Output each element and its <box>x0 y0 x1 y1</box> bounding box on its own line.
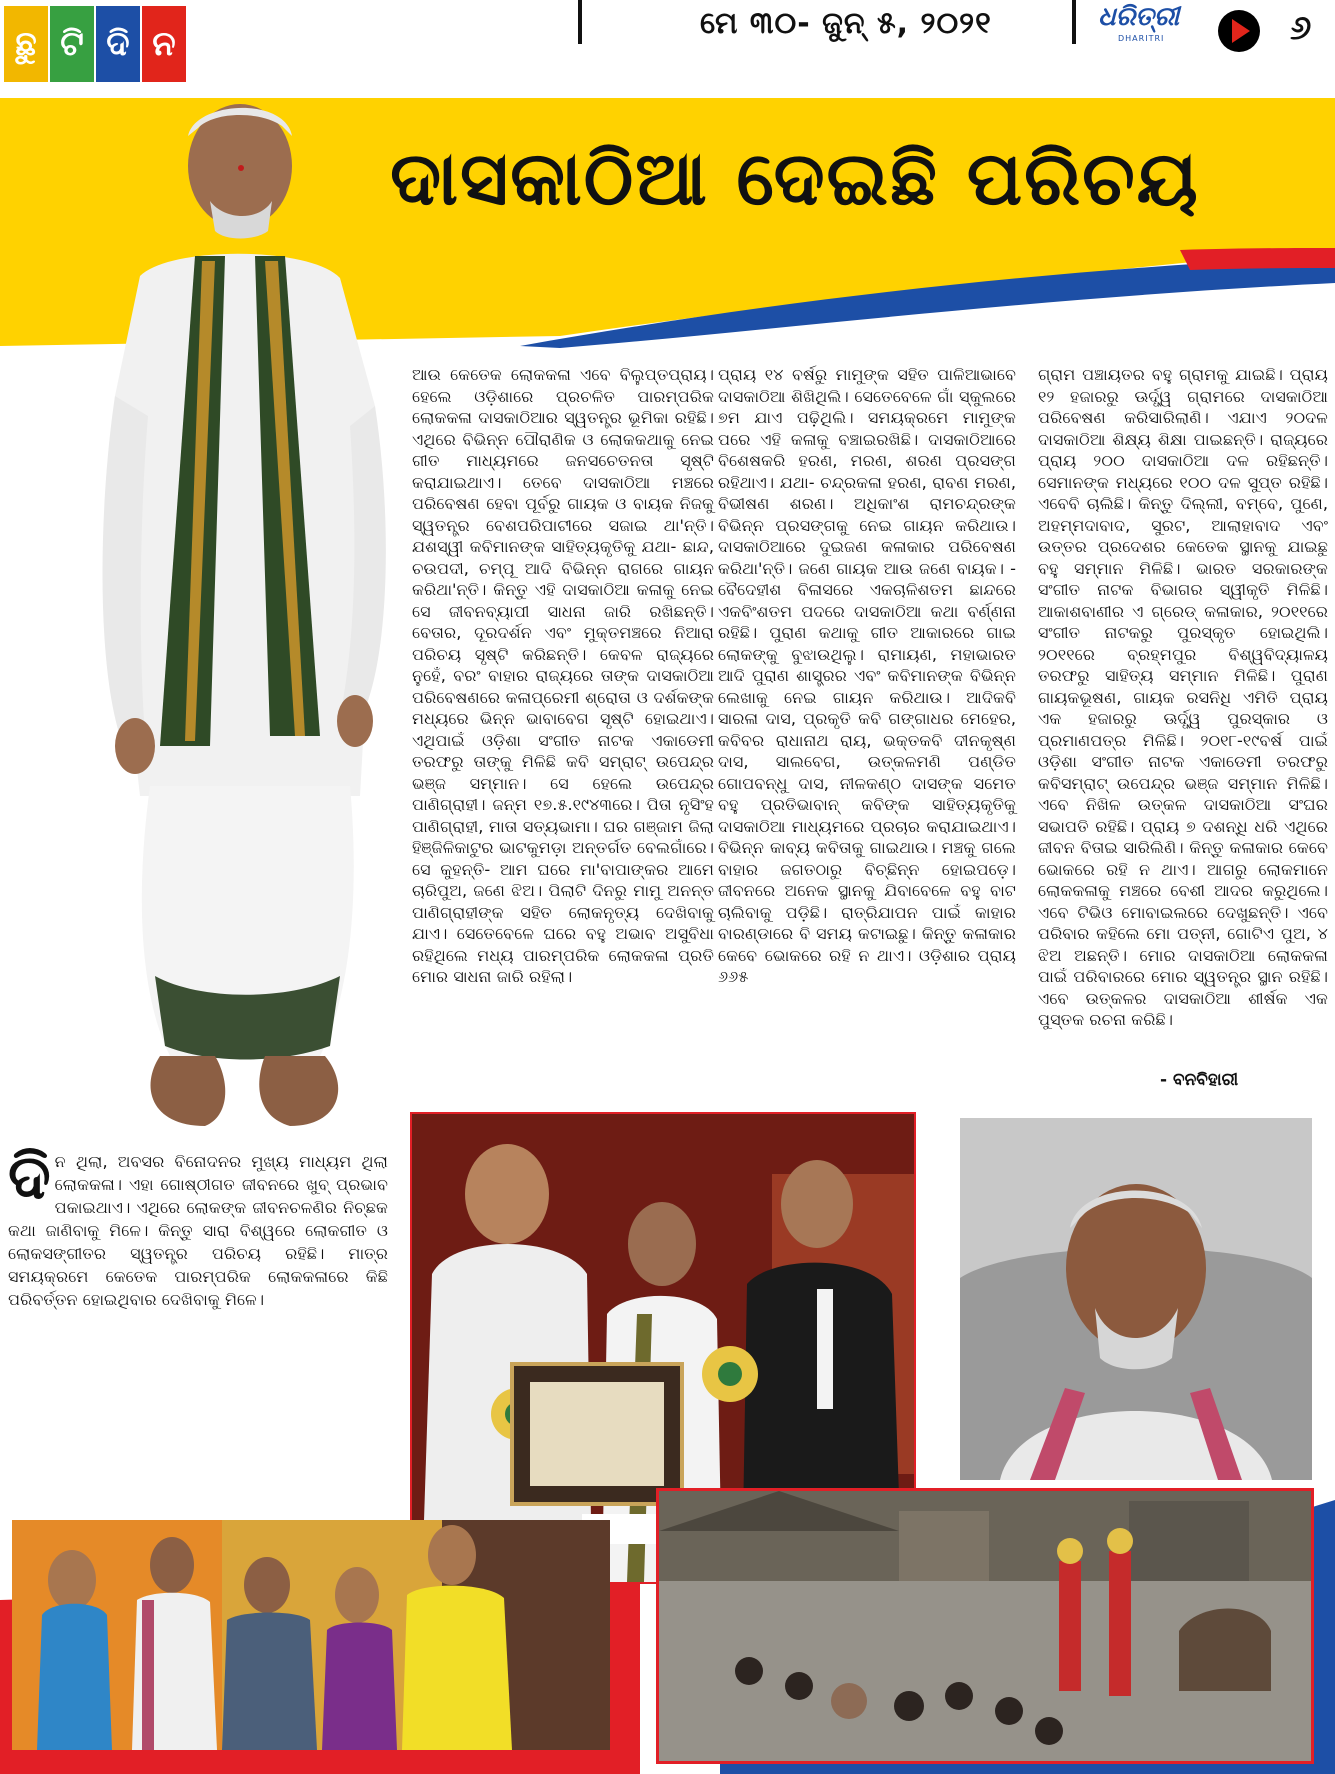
brand-logo: ଧରିତ୍ରୀ <box>1098 2 1180 32</box>
drop-cap: ଦି <box>8 1140 51 1213</box>
section-logo-letter: ନ <box>142 6 186 82</box>
intro-story-text: ନ ଥିଲା, ଅବସର ବିନୋଦନର ମୁଖ୍ୟ ମାଧ୍ୟମ ଥିଲା ଲୋକକଳା। ଏହା ଗୋଷ୍ଠୀଗତ ଜୀବନରେ ଖୁବ୍ ପ୍ରଭାବ ପକାଇଥାଏ। ଏଥିରେ ଲୋକଙ୍କ ଜୀବନଚଳଣିର ନିଚ୍ଛକ କଥା ଜାଣିବାକୁ ମିଳେ। କିନ୍ତୁ ସାରା ବିଶ୍ୱରେ ଲୋକଗୀତ ଓ ଲୋକସଙ୍ଗୀତର ସ୍ୱତନ୍ତ୍ର ପରିଚୟ ରହିଛି। ମାତ୍ର ସମୟକ୍ରମେ କେତେକ ପାରମ୍ପରିକ ଲୋକକଳାରେ କିଛି ପରିବର୍ତ୍ତନ ହୋଇଥିବାର ଦେଖିବାକୁ ମିଳେ। <box>8 1152 388 1309</box>
article-column: ଆଉ କେତେକ ଲୋକକଳା ଏବେ ବିଲୁପ୍ତପ୍ରାୟ। ହେଲେ ଓଡ଼ିଶାରେ ପ୍ରଚଳିତ ପାରମ୍ପରିକ ଲୋକକଳା ଦାସକାଠିଆର ସ୍ୱତନ୍ତ୍ର ଭୂମିକା ରହିଛି। ଏଥିରେ ବିଭିନ୍ନ ପୌରାଣିକ ଓ ଲୋକକଥାକୁ ନେଇ ଗୀତ ମାଧ୍ୟମରେ ଜନସଚେତନତା ସୃଷ୍ଟି କରାଯାଇଥାଏ। ତେବେ ଦାସକାଠିଆ ମଞ୍ଚରେ ପରିବେଷଣ ହେବା ପୂର୍ବରୁ ଗାୟକ ଓ ବାୟକ ନିଜକୁ ସ୍ୱତନ୍ତ୍ର ବେଶପରିପାଟୀରେ ସଜାଇ ଥା'ନ୍ତି। ଯଶସ୍ୱୀ କବିମାନଙ୍କ ସାହିତ୍ୟକୃତିକୁ ଯଥା- ଛାନ୍ଦ, ଚଉପଦୀ, ଚମ୍ପୂ ଆଦି ବିଭିନ୍ନ ରାଗରେ ଗାୟନ କରିଥା'ନ୍ତି। କିନ୍ତୁ ଏହି ଦାସକାଠିଆ କଳାକୁ ନେଇ ସେ ଜୀବନବ୍ୟାପୀ ସାଧନା ଜାରି ରଖିଛନ୍ତି। ବେତାର, ଦୂରଦର୍ଶନ ଏବଂ ମୁକ୍ତମଞ୍ଚରେ ନିଆରା ପରିଚୟ ସୃଷ୍ଟି କରିଛନ୍ତି। କେବଳ ରାଜ୍ୟରେ ନୁହେଁ, ବରଂ ବାହାର ରାଜ୍ୟରେ ତାଙ୍କ ଦାସକାଠିଆ ପରିବେଷଣରେ କଳାପ୍ରେମୀ ଶ୍ରୋତା ଓ ଦର୍ଶକଙ୍କ ମଧ୍ୟରେ ଭିନ୍ନ ଭାବାବେଗ ସୃଷ୍ଟି ହୋଇଥାଏ। ଏଥିପାଇଁ ଓଡ଼ିଶା ସଂଗୀତ ନାଟକ ଏକାଡେମୀ ତରଫରୁ ତାଙ୍କୁ ମିଳିଛି କବି ସମ୍ରାଟ୍ ଉପେନ୍ଦ୍ର ଭଞ୍ଜ ସମ୍ମାନ। ସେ ହେଲେ ଉପେନ୍ଦ୍ର ପାଣିଗ୍ରାହୀ। ଜନ୍ମ ୧୭.୫.୧୯୪୩ରେ। ପିତା ନୃସିଂହ ପାଣିଗ୍ରାହୀ, ମାତା ସତ୍ୟଭାମା। ଘର ଗଞ୍ଜାମ ଜିଲା ହିଞ୍ଜିଳିକାଟୁର ଭାଟକୁମଡ଼ା ଅନ୍ତର୍ଗତ ବେଲଗାଁରେ। ସେ କୁହନ୍ତି- ଆମ ଘରେ ମା'ବାପାଙ୍କର ଆମେ ଚାରିପୁଅ, ଜଣେ ଝିଅ। ପିଲାଟି ଦିନରୁ ମାମୁ ଅନନ୍ତ ପାଣିଗ୍ରାହୀଙ୍କ ସହିତ ଲୋକନୃତ୍ୟ ଦେଖିବାକୁ ଯାଏ। ସେତେବେଳେ ଘରେ ବହୁ ଅଭାବ ଅସୁବିଧା ରହିଥିଲେ ମଧ୍ୟ ପାରମ୍ପରିକ ଲୋକକଳା ପ୍ରତି ମୋର ସାଧନା ଜାରି ରହିଲା। <box>412 365 714 986</box>
section-logo-letter: ଟି <box>50 6 94 82</box>
brand-logo-sub: DHARITRI <box>1118 34 1165 43</box>
section-logo-letter: ଦି <box>96 6 140 82</box>
play-triangle-icon <box>1232 19 1250 43</box>
intro-story <box>8 1140 388 1311</box>
masthead-divider <box>1072 0 1076 44</box>
portrait-photo <box>20 96 400 1216</box>
elder-closeup-photo <box>960 1118 1312 1480</box>
headline: ଦାସକାଠିଆ ଦେଇଛି ପରିଚୟ <box>390 136 1200 222</box>
masthead-divider <box>578 0 582 44</box>
performance-street-photo <box>656 1488 1314 1764</box>
article-column: ପ୍ରାୟ ୧୪ ବର୍ଷରୁ ମାମୁଙ୍କ ସହିତ ପାଳିଆଭାବେ ଦାସକାଠିଆ ଶିଖିଥିଲି। ସେତେବେଳେ ଗାଁ ସ୍କୁଲରେ ୭ମ ଯାଏ ପଢ଼ିଥିଲି। ସମୟକ୍ରମେ ମାମୁଙ୍କ ପରେ ଏହି କଳାକୁ ବଞ୍ଚାଇରଖିଛି। ଦାସକାଠିଆରେ ବିଶେଷକରି ହରଣ, ମରଣ, ଶରଣ ପ୍ରସଙ୍ଗ ରହିଥାଏ। ଯଥା- ଚନ୍ଦ୍ରକଳା ହରଣ, ରାବଣ ମରଣ, ବିଭୀଷଣ ଶରଣ। ଅଧିକାଂଶ ରାମଚନ୍ଦ୍ରଙ୍କ ବିଭିନ୍ନ ପ୍ରସଙ୍ଗକୁ ନେଇ ଗାୟନ କରିଥାଉ। ଦାସକାଠିଆରେ ଦୁଇଜଣ କଳାକାର ପରିବେଷଣ କରିଥା'ନ୍ତି। ଜଣେ ଗାୟକ ଆଉ ଜଣେ ବାୟକ। - ବୈଦେହୀଶ ବିଳାସରେ ଏକଚାଳିଶତମ ଛାନ୍ଦରେ ଏକବିଂଶତମ ପଦରେ ଦାସକାଠିଆ କଥା ବର୍ଣ୍ଣନା ରହିଛି। ପୁରାଣ କଥାକୁ ଗୀତ ଆକାରରେ ଗାଇ ଲୋକଙ୍କୁ ବୁଝାଉଥିଲୁ। ରାମାୟଣ, ମହାଭାରତ ଆଦି ପୁରାଣ ଶାସ୍ତ୍ରର ଏବଂ କବିମାନଙ୍କ ବିଭିନ୍ନ ଲେଖାକୁ ନେଇ ଗାୟନ କରିଥାଉ। ଆଦିକବି ସାରଳା ଦାସ, ପ୍ରକୃତି କବି ଗଙ୍ଗାଧର ମେହେର, କବିବର ରାଧାନାଥ ରାୟ, ଭକ୍ତକବି ଦୀନକୃଷ୍ଣ ଦାସ, ସାଲବେଗ, ଉତ୍କଳମଣି ପଣ୍ଡିତ ଗୋପବନ୍ଧୁ ଦାସ, ନୀଳକଣ୍ଠ ଦାସଙ୍କ ସମେତ ବହୁ ପ୍ରତିଭାବାନ୍ କବିଙ୍କ ସାହିତ୍ୟକୃତିକୁ ଦାସକାଠିଆ ମାଧ୍ୟମରେ ପ୍ରଚାର କରାଯାଇଥାଏ। ବିଭିନ୍ନ କାବ୍ୟ କବିତାକୁ ଗାଇଥାଉ। ମଞ୍ଚକୁ ଗଲେ ବାହାର ଜଗତଠାରୁ ବିଚ୍ଛିନ୍ନ ହୋଇପଡ଼େ। ଜୀବନରେ ଅନେକ ସ୍ଥାନକୁ ଯିବାବେଳେ ବହୁ ବାଟ ଚାଲିବାକୁ ପଡ଼ିଛି। ରାତ୍ରିଯାପନ ପାଇଁ କାହାର ବାରଣ୍ଡାରେ ବି ସମୟ କଟାଇଛୁ। କିନ୍ତୁ କଳାକାର କେବେ ଭୋକରେ ରହି ନ ଥାଏ। ଓଡ଼ିଶାର ପ୍ରାୟ ୬୬୫ <box>718 365 1016 986</box>
page-number: ୬ <box>1290 8 1312 48</box>
issue-date: ମେ ୩୦- ଜୁନ୍ ୫, ୨୦୨୧ <box>700 6 992 41</box>
article-column: ଗ୍ରାମ ପଞ୍ଚାୟତର ବହୁ ଗ୍ରାମକୁ ଯାଇଛି। ପ୍ରାୟ ୧୨ ହଜାରରୁ ଊର୍ଦ୍ଧ୍ୱ ଗ୍ରାମରେ ଦାସକାଠିଆ ପରିବେଷଣ କରିସାରିଲାଣି। ଏଯାଏ ୨୦ଦଳ ଦାସକାଠିଆ ଶିକ୍ଷ୍ୟ ଶିକ୍ଷା ପାଇଛନ୍ତି। ରାଜ୍ୟରେ ପ୍ରାୟ ୨୦୦ ଦାସକାଠିଆ ଦଳ ରହିଛନ୍ତି। ସେମାନଙ୍କ ମଧ୍ୟରେ ୧୦୦ ଦଳ ସୁପ୍ତ ରହିଛି। ଏବେବି ଚାଲିଛି। କିନ୍ତୁ ଦିଲ୍ଲୀ, ବମ୍ବେ, ପୁଣେ, ଅହମ୍ମଦାବାଦ, ସୁରଟ, ଆଲାହାବାଦ ଏବଂ ଉତ୍ତର ପ୍ରଦେଶର କେତେକ ସ୍ଥାନକୁ ଯାଇଛୁ ବହୁ ସମ୍ମାନ ମିଳିଛି। ଭାରତ ସରକାରଙ୍କ ସଂଗୀତ ନାଟକ ବିଭାଗର ସ୍ୱୀକୃତି ମିଳିଛି। ଆକାଶବାଣୀର ଏ ଗ୍ରେଡ୍ କଳାକାର, ୨୦୧୧ରେ ସଂଗୀତ ନାଟକରୁ ପୁରସ୍କୃତ ହୋଇଥିଲି। ୨୦୧୧ରେ ବ୍ରହ୍ମପୁର ବିଶ୍ୱବିଦ୍ୟାଳୟ ତରଫରୁ ସାହିତ୍ୟ ସମ୍ମାନ ମିଳିଛି। ପୁରାଣ ଗାୟକଭୂଷଣ, ଗାୟକ ରସନିଧି ଏମିତି ପ୍ରାୟ ଏକ ହଜାରରୁ ଊର୍ଦ୍ଧ୍ୱ ପୁରସ୍କାର ଓ ପ୍ରମାଣପତ୍ର ମିଳିଛି। ୨୦୧୮-୧୯ବର୍ଷ ପାଇଁ ଓଡ଼ିଶା ସଂଗୀତ ନାଟକ ଏକାଡେମୀ ତରଫରୁ କବିସମ୍ରାଟ୍ ଉପେନ୍ଦ୍ର ଭଞ୍ଜ ସମ୍ମାନ ମିଳିଛି। ଏବେ ନିଖିଳ ଉତ୍କଳ ଦାସକାଠିଆ ସଂଘର ସଭାପତି ରହିଛି। ପ୍ରାୟ ୭ ଦଶନ୍ଧି ଧରି ଏଥିରେ ଜୀବନ ବିତାଇ ସାରିଲିଣି। କିନ୍ତୁ କଳାକାର କେବେ ଭୋକରେ ରହି ନ ଥାଏ। ଆଗରୁ ଲୋକମାନେ ଲୋକକଳାକୁ ମଞ୍ଚରେ ବେଶୀ ଆଦର କରୁଥିଲେ। ଏବେ ଟିଭିଓ ମୋବାଇଲରେ ଦେଖୁଛନ୍ତି। ଏବେ ପରିବାର କହିଲେ ମୋ ପତ୍ନୀ, ଗୋଟିଏ ପୁଅ, ୪ ଝିଅ ଅଛନ୍ତି। ମୋର ଦାସକାଠିଆ ଲୋକକଳା ପାଇଁ ପରିବାରରେ ମୋର ସ୍ୱତନ୍ତ୍ର ସ୍ଥାନ ରହିଛି। ଏବେ ଉତ୍କଳର ଦାସକାଠିଆ ଶୀର୍ଷକ ଏକ ପୁସ୍ତକ ରଚନା କରିଛି। <box>1038 365 1328 1029</box>
section-logo-letter: ଛୁ <box>4 6 48 82</box>
section-logo <box>4 6 186 82</box>
byline: - ବନବିହାରୀ <box>1160 1070 1239 1090</box>
family-photo <box>12 1520 610 1750</box>
